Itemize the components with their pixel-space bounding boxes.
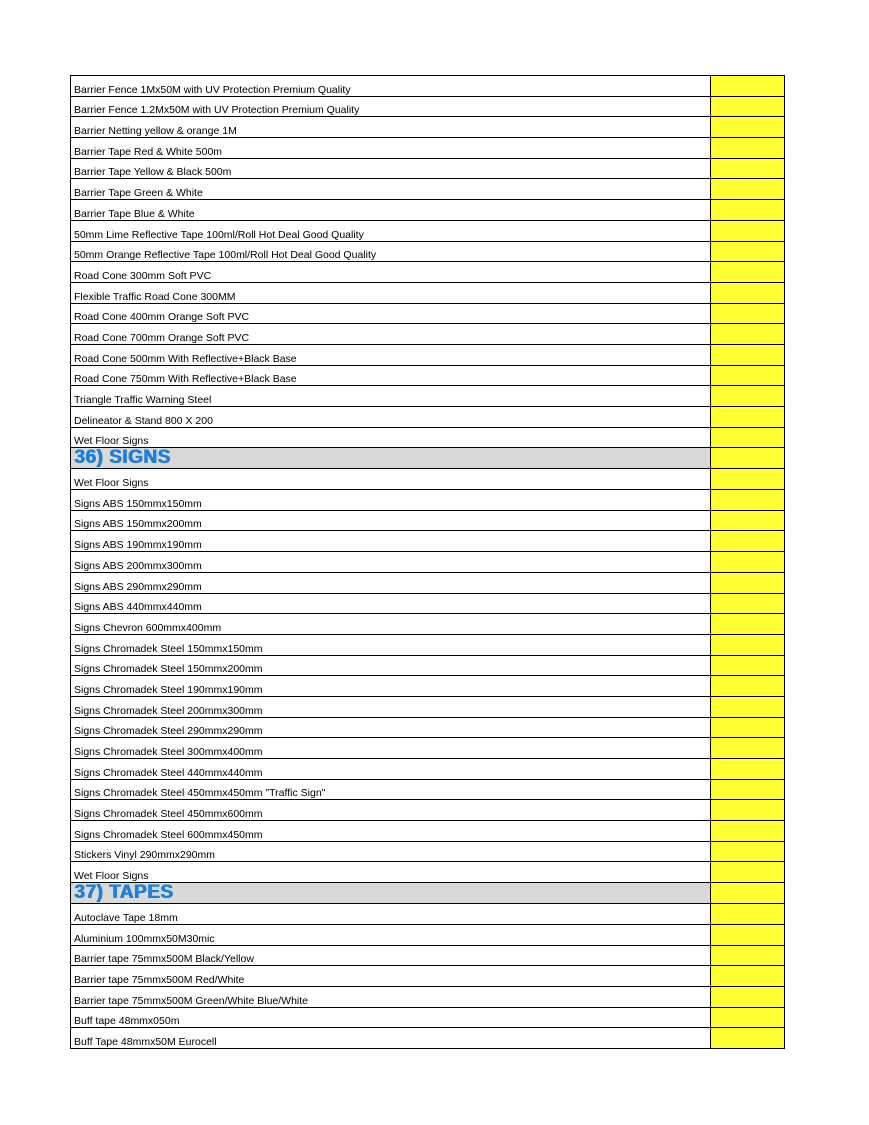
- item-description: Signs Chromadek Steel 600mmx450mm: [71, 821, 711, 842]
- highlight-cell[interactable]: [711, 572, 785, 593]
- highlight-cell[interactable]: [711, 696, 785, 717]
- table-row: [71, 179, 785, 200]
- table-row: [71, 138, 785, 159]
- highlight-cell[interactable]: [711, 655, 785, 676]
- highlight-cell[interactable]: [711, 469, 785, 490]
- highlight-cell[interactable]: [711, 96, 785, 117]
- highlight-cell[interactable]: [711, 904, 785, 925]
- table-row: [71, 862, 785, 883]
- highlight-cell[interactable]: [711, 282, 785, 303]
- highlight-cell[interactable]: [711, 510, 785, 531]
- section-header-row: [71, 883, 785, 904]
- item-description: Triangle Traffic Warning Steel: [71, 386, 711, 407]
- highlight-cell[interactable]: [711, 634, 785, 655]
- table-row: [71, 241, 785, 262]
- highlight-cell[interactable]: [711, 448, 785, 469]
- item-description: Barrier Tape Green & White: [71, 179, 711, 200]
- table-row: [71, 96, 785, 117]
- table-row: [71, 531, 785, 552]
- table-row: [71, 738, 785, 759]
- table-row: [71, 407, 785, 428]
- table-row: [71, 904, 785, 925]
- item-description: Road Cone 300mm Soft PVC: [71, 262, 711, 283]
- item-description: Signs Chromadek Steel 200mmx300mm: [71, 696, 711, 717]
- item-description: Signs ABS 150mmx150mm: [71, 490, 711, 511]
- table-row: [71, 427, 785, 448]
- table-row: [71, 759, 785, 780]
- highlight-cell[interactable]: [711, 738, 785, 759]
- item-description: Signs Chromadek Steel 290mmx290mm: [71, 717, 711, 738]
- highlight-cell[interactable]: [711, 821, 785, 842]
- table-row: [71, 1028, 785, 1049]
- highlight-cell[interactable]: [711, 800, 785, 821]
- highlight-cell[interactable]: [711, 862, 785, 883]
- table-row: [71, 365, 785, 386]
- item-description: Wet Floor Signs: [71, 427, 711, 448]
- item-description: Barrier tape 75mmx500M Green/White Blue/White: [71, 986, 711, 1007]
- item-description: Buff tape 48mmx050m: [71, 1007, 711, 1028]
- table-row: [71, 821, 785, 842]
- table-row: [71, 200, 785, 221]
- item-description: Stickers Vinyl 290mmx290mm: [71, 841, 711, 862]
- item-description: Wet Floor Signs: [71, 469, 711, 490]
- table-row: [71, 490, 785, 511]
- item-description: Signs Chromadek Steel 150mmx200mm: [71, 655, 711, 676]
- item-description: 50mm Orange Reflective Tape 100ml/Roll Hot Deal Good Quality: [71, 241, 711, 262]
- table-row: [71, 344, 785, 365]
- item-description: Signs Chromadek Steel 300mmx400mm: [71, 738, 711, 759]
- highlight-cell[interactable]: [711, 593, 785, 614]
- highlight-cell[interactable]: [711, 138, 785, 159]
- table-row: [71, 117, 785, 138]
- highlight-cell[interactable]: [711, 676, 785, 697]
- item-description: Signs Chromadek Steel 150mmx150mm: [71, 634, 711, 655]
- highlight-cell[interactable]: [711, 924, 785, 945]
- highlight-cell[interactable]: [711, 1028, 785, 1049]
- item-description: Signs ABS 290mmx290mm: [71, 572, 711, 593]
- section-title: 37) TAPES: [71, 883, 711, 904]
- price-list-body: [71, 76, 785, 1049]
- item-description: Signs Chromadek Steel 450mmx450mm "Traffic Sign": [71, 779, 711, 800]
- table-row: [71, 303, 785, 324]
- highlight-cell[interactable]: [711, 386, 785, 407]
- table-row: [71, 986, 785, 1007]
- item-description: Signs ABS 150mmx200mm: [71, 510, 711, 531]
- highlight-cell[interactable]: [711, 76, 785, 97]
- highlight-cell[interactable]: [711, 179, 785, 200]
- table-row: [71, 593, 785, 614]
- item-description: Autoclave Tape 18mm: [71, 904, 711, 925]
- highlight-cell[interactable]: [711, 841, 785, 862]
- highlight-cell[interactable]: [711, 490, 785, 511]
- highlight-cell[interactable]: [711, 614, 785, 635]
- item-description: Signs Chromadek Steel 190mmx190mm: [71, 676, 711, 697]
- highlight-cell[interactable]: [711, 779, 785, 800]
- item-description: Road Cone 400mm Orange Soft PVC: [71, 303, 711, 324]
- table-row: [71, 572, 785, 593]
- table-row: [71, 158, 785, 179]
- highlight-cell[interactable]: [711, 1007, 785, 1028]
- highlight-cell[interactable]: [711, 344, 785, 365]
- table-row: [71, 655, 785, 676]
- table-row: [71, 282, 785, 303]
- price-list-table: [70, 75, 785, 1049]
- highlight-cell[interactable]: [711, 262, 785, 283]
- highlight-cell[interactable]: [711, 531, 785, 552]
- item-description: Flexible Traffic Road Cone 300MM: [71, 282, 711, 303]
- item-description: Delineator & Stand 800 X 200: [71, 407, 711, 428]
- highlight-cell[interactable]: [711, 986, 785, 1007]
- item-description: Aluminium 100mmx50M30mic: [71, 924, 711, 945]
- item-description: Signs Chevron 600mmx400mm: [71, 614, 711, 635]
- item-description: Road Cone 700mm Orange Soft PVC: [71, 324, 711, 345]
- table-row: [71, 924, 785, 945]
- section-title: 36) SIGNS: [71, 448, 711, 469]
- highlight-cell[interactable]: [711, 717, 785, 738]
- table-row: [71, 676, 785, 697]
- table-row: [71, 717, 785, 738]
- table-row: [71, 966, 785, 987]
- highlight-cell[interactable]: [711, 324, 785, 345]
- item-description: Signs Chromadek Steel 440mmx440mm: [71, 759, 711, 780]
- highlight-cell[interactable]: [711, 220, 785, 241]
- highlight-cell[interactable]: [711, 945, 785, 966]
- item-description: Signs ABS 440mmx440mm: [71, 593, 711, 614]
- table-row: [71, 841, 785, 862]
- item-description: Barrier tape 75mmx500M Red/White: [71, 966, 711, 987]
- table-row: [71, 779, 785, 800]
- highlight-cell[interactable]: [711, 303, 785, 324]
- item-description: Road Cone 500mm With Reflective+Black Base: [71, 344, 711, 365]
- table-row: [71, 76, 785, 97]
- table-row: [71, 634, 785, 655]
- highlight-cell[interactable]: [711, 365, 785, 386]
- table-row: [71, 386, 785, 407]
- item-description: Buff Tape 48mmx50M Eurocell: [71, 1028, 711, 1049]
- table-row: [71, 262, 785, 283]
- item-description: Barrier Tape Blue & White: [71, 200, 711, 221]
- section-header-row: [71, 448, 785, 469]
- item-description: Barrier Netting yellow & orange 1M: [71, 117, 711, 138]
- highlight-cell[interactable]: [711, 200, 785, 221]
- item-description: Signs Chromadek Steel 450mmx600mm: [71, 800, 711, 821]
- item-description: Barrier Tape Red & White 500m: [71, 138, 711, 159]
- table-row: [71, 510, 785, 531]
- table-row: [71, 552, 785, 573]
- item-description: Barrier tape 75mmx500M Black/Yellow: [71, 945, 711, 966]
- item-description: Barrier Tape Yellow & Black 500m: [71, 158, 711, 179]
- highlight-cell[interactable]: [711, 241, 785, 262]
- table-row: [71, 324, 785, 345]
- highlight-cell[interactable]: [711, 552, 785, 573]
- item-description: Road Cone 750mm With Reflective+Black Base: [71, 365, 711, 386]
- highlight-cell[interactable]: [711, 117, 785, 138]
- highlight-cell[interactable]: [711, 427, 785, 448]
- item-description: Wet Floor Signs: [71, 862, 711, 883]
- table-row: [71, 220, 785, 241]
- item-description: Signs ABS 190mmx190mm: [71, 531, 711, 552]
- table-row: [71, 800, 785, 821]
- highlight-cell[interactable]: [711, 966, 785, 987]
- highlight-cell[interactable]: [711, 759, 785, 780]
- item-description: Barrier Fence 1.2Mx50M with UV Protection Premium Quality: [71, 96, 711, 117]
- table-row: [71, 696, 785, 717]
- table-row: [71, 1007, 785, 1028]
- item-description: Barrier Fence 1Mx50M with UV Protection Premium Quality: [71, 76, 711, 97]
- table-row: [71, 469, 785, 490]
- item-description: Signs ABS 200mmx300mm: [71, 552, 711, 573]
- highlight-cell[interactable]: [711, 883, 785, 904]
- table-row: [71, 614, 785, 635]
- table-row: [71, 945, 785, 966]
- item-description: 50mm Lime Reflective Tape 100ml/Roll Hot Deal Good Quality: [71, 220, 711, 241]
- highlight-cell[interactable]: [711, 407, 785, 428]
- highlight-cell[interactable]: [711, 158, 785, 179]
